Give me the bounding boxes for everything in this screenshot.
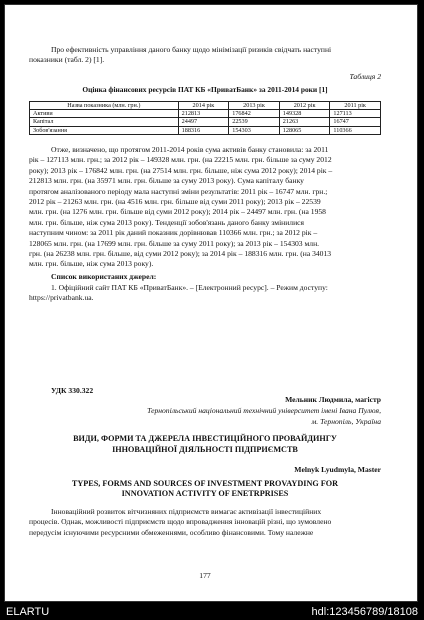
table-title: Оцінка фінансових ресурсів ПАТ КБ «ПриватБанк» за 2011-2014 роки [1] bbox=[82, 85, 328, 94]
text-line: Отже, визначено, що протягом 2011-2014 років сума активів банку становила: за 2011 bbox=[51, 145, 329, 154]
text-line: наступним чином: за 2011 рік даний показник дорівнював 110366 млн. грн.; за 2012 рік – bbox=[29, 228, 318, 238]
column-header: 2013 рік bbox=[229, 102, 280, 110]
affiliation-line-2: м. Тернопіль, Україна bbox=[311, 417, 381, 426]
text-line: року); 2013 рік – 176842 млн. грн. (на 27514 млн. грн. більше, ніж сума 2012 року); 2014 рік – bbox=[29, 165, 333, 175]
column-header: Назва показника (млн. грн.) bbox=[30, 102, 179, 110]
reference-item bbox=[29, 283, 381, 304]
title-line: ВИДИ, ФОРМИ ТА ДЖЕРЕЛА ІНВЕСТИЦІЙНОГО ПРОВАЙДИНГУ bbox=[73, 434, 337, 443]
text-line: млн. грн. більше, ніж сума 2013 року). bbox=[29, 259, 154, 269]
text-line: млн. грн. більше, ніж сума 2013 року). Тенденції зобов'язань даного банку змінилися bbox=[29, 217, 305, 227]
author-en: Melnyk Lyudmyla, Master bbox=[294, 465, 381, 474]
text-line: https://privatbank.ua. bbox=[29, 293, 94, 303]
table-cell: 176842 bbox=[229, 110, 280, 118]
table-cell: 154303 bbox=[229, 126, 280, 134]
table-cell: Активи bbox=[30, 110, 179, 118]
table-cell: 21263 bbox=[279, 118, 330, 126]
text-line: 1. Офіційний сайт ПАТ КБ «ПриватБанк». – [Електронний ресурс]. – Режим доступу: bbox=[51, 283, 328, 292]
table-cell: 22539 bbox=[229, 118, 280, 126]
page-number: 177 bbox=[199, 571, 211, 580]
author-ua: Мельник Людмила, магістр bbox=[285, 395, 381, 404]
intro-paragraph bbox=[29, 45, 381, 66]
table-label: Таблиця 2 bbox=[349, 72, 381, 81]
affiliation-line-1: Тернопільський національний технічний університет імені Івана Пулюя, bbox=[147, 406, 381, 415]
analysis-paragraph bbox=[29, 145, 381, 270]
table-cell: 127113 bbox=[330, 110, 381, 118]
handle-link[interactable]: hdl:123456789/18108 bbox=[311, 606, 418, 618]
text-line: Про ефективність управління даного банку щодо мінімізації ризиків свідчать наступні bbox=[51, 45, 332, 54]
text-line: показники (табл. 2) [1]. bbox=[29, 55, 105, 65]
table-cell: 110366 bbox=[330, 126, 381, 134]
financial-resources-table bbox=[29, 101, 381, 135]
title-line: TYPES, FORMS AND SOURCES OF INVESTMENT PROVAYDING FOR bbox=[71, 479, 339, 488]
column-header: 2012 рік bbox=[279, 102, 330, 110]
table-cell: 24497 bbox=[178, 118, 229, 126]
table-cell: Капітал bbox=[30, 118, 179, 126]
table-row bbox=[30, 126, 381, 134]
text-line: протягом аналізованого періоду мала наступні зміни результатів: 2011 рік – 16747 млн. грн.; bbox=[29, 186, 328, 196]
text-line: рік – 127113 млн. грн.; за 2012 рік – 149328 млн. грн. (на 22215 млн. грн. більше за суму 2012 bbox=[29, 155, 332, 165]
references-heading: Список використаних джерел: bbox=[51, 272, 157, 281]
table-row bbox=[30, 118, 381, 126]
table-cell: 128065 bbox=[279, 126, 330, 134]
title-line: INNOVATION ACTIVITY OF ENETRPRISES bbox=[121, 489, 289, 498]
text-line: процесів. Однак, можливості підприємств щодо впровадження інновацій різні, що зумовлено bbox=[29, 517, 332, 527]
article-title-ua bbox=[29, 433, 381, 455]
column-header: 2014 рік bbox=[178, 102, 229, 110]
column-header: 2011 рік bbox=[330, 102, 381, 110]
table-cell: 16747 bbox=[330, 118, 381, 126]
text-line: 212813 млн. грн. (на 35971 млн. грн. більше за суму 2013 року). Сума капіталу банку bbox=[29, 176, 304, 186]
text-line: 2012 рік – 21263 млн. грн. (на 4516 млн. грн. більше від суми 2011 року); 2013 рік – 22539 bbox=[29, 197, 321, 207]
text-line: Інноваційний розвиток вітчизняних підприємств вимагає активізації інвестиційних bbox=[51, 507, 322, 516]
text-line: грн. (на 26238 млн. грн. більше, від суми 2012 року); за 2014 рік – 188316 млн. грн. (на 34013 bbox=[29, 249, 332, 259]
text-line: передусім існуючими ресурсними обмеженнями, особливо фінансовими. Тому належне bbox=[29, 527, 314, 537]
abstract-paragraph bbox=[29, 507, 381, 538]
table-cell: Зобов'язання bbox=[30, 126, 179, 134]
title-line: ІННОВАЦІЙНОЇ ДІЯЛЬНОСТІ ПІДПРИЄМСТВ bbox=[112, 445, 298, 454]
text-line: 128065 млн. грн. (на 17699 млн. грн. більше за суму 2011 року); за 2013 рік – 154303 млн. bbox=[29, 238, 320, 248]
table-cell: 188316 bbox=[178, 126, 229, 134]
table-header-row bbox=[30, 102, 381, 110]
table-row bbox=[30, 110, 381, 118]
document-page bbox=[4, 4, 418, 602]
udk-code: УДК 330.322 bbox=[51, 386, 94, 395]
article-title-en bbox=[29, 479, 381, 499]
text-line: млн. грн. (на 1276 млн. грн. більше від суми 2012 року); 2014 рік – 24497 млн. грн. (на 1958 bbox=[29, 207, 326, 217]
table-cell: 212813 bbox=[178, 110, 229, 118]
table-cell: 149328 bbox=[279, 110, 330, 118]
repository-name: ELARTU bbox=[6, 606, 50, 618]
repository-footer bbox=[0, 604, 424, 620]
